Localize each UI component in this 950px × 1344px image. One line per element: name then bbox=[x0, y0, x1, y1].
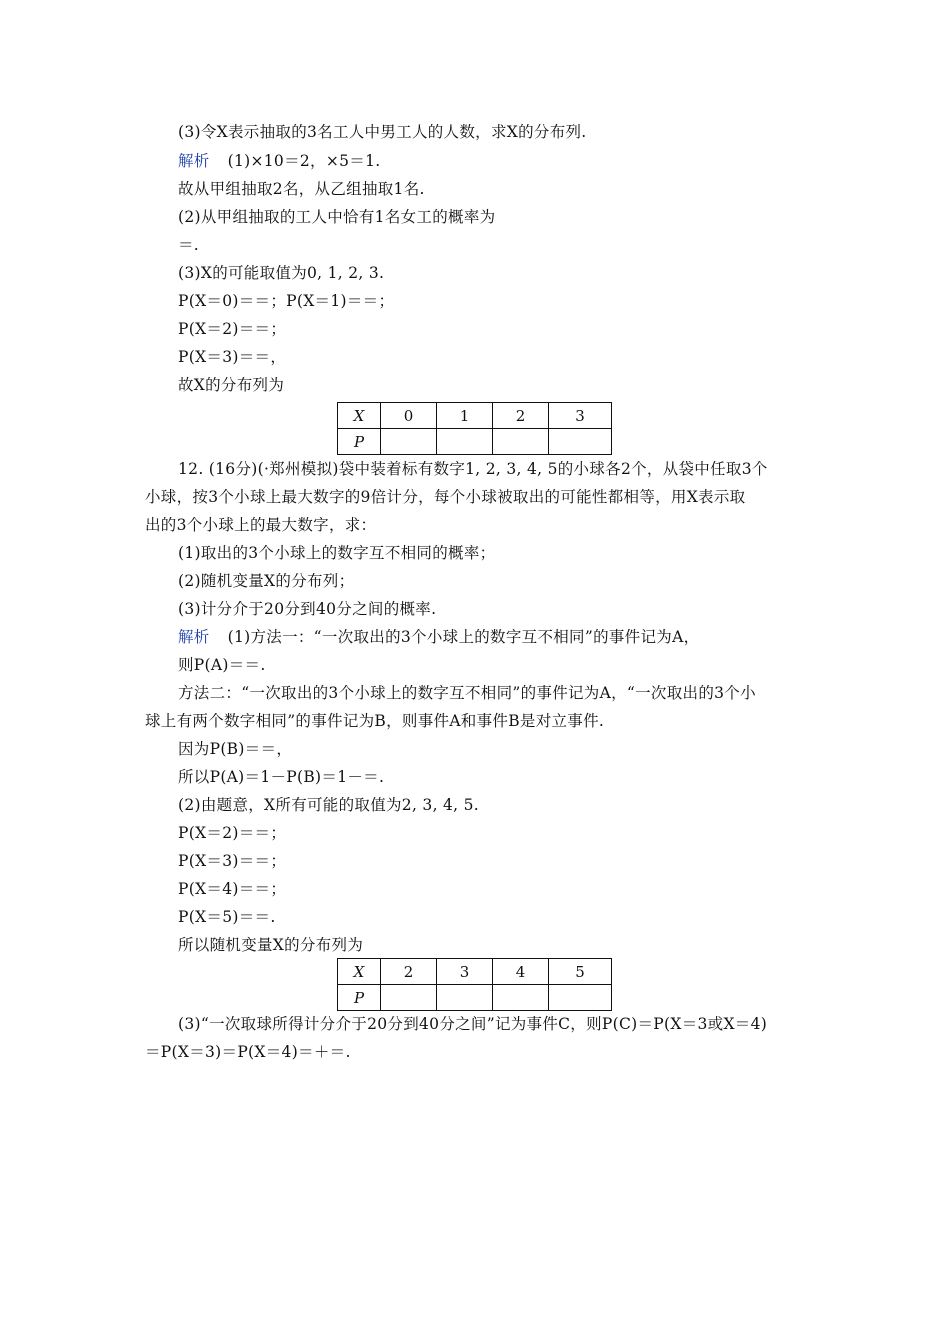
q12-stem-line-3: 出的3个小球上的最大数字，求： bbox=[145, 516, 377, 534]
table-cell: 2 bbox=[381, 959, 437, 985]
q12-part3-question: (3)计分介于20分到40分之间的概率. bbox=[178, 600, 437, 618]
table-cell bbox=[437, 985, 493, 1011]
q12-part1-question: (1)取出的3个小球上的数字互不相同的概率； bbox=[178, 544, 496, 562]
table-row bbox=[338, 403, 612, 429]
table-cell: X bbox=[338, 403, 381, 429]
q12-distribution-table bbox=[337, 958, 612, 1011]
table-cell: 2 bbox=[493, 403, 549, 429]
q12-solution-line-3: 方法二：“一次取出的3个小球上的数字互不相同”的事件记为A，“一次取出的3个小 bbox=[178, 684, 756, 702]
q12-solution-line-2: 则P(A)＝＝. bbox=[178, 656, 266, 674]
q11-solution-line-7: P(X＝2)＝＝； bbox=[178, 320, 287, 338]
q12-solution-line-9: P(X＝3)＝＝； bbox=[178, 852, 287, 870]
q12-solution-line-6: 所以P(A)＝1－P(B)＝1－＝. bbox=[178, 768, 385, 786]
q11-solution-line-2: 故从甲组抽取2名，从乙组抽取1名. bbox=[178, 180, 425, 198]
q12-solution-line-1: 解析 (1)方法一：“一次取出的3个小球上的数字互不相同”的事件记为A， bbox=[178, 628, 700, 646]
table-cell bbox=[437, 429, 493, 455]
table-row bbox=[338, 959, 612, 985]
table-cell bbox=[381, 429, 437, 455]
table-cell: 4 bbox=[493, 959, 549, 985]
solution-label: 解析 bbox=[178, 152, 210, 170]
q11-solution-line-8: P(X＝3)＝＝， bbox=[178, 348, 287, 366]
q11-solution-line-3: (2)从甲组抽取的工人中恰有1名女工的概率为 bbox=[178, 208, 496, 226]
q12-solution-line-4: 球上有两个数字相同”的事件记为B，则事件A和事件B是对立事件. bbox=[145, 712, 605, 730]
q12-part3-solution-line-2: ＝P(X＝3)＝P(X＝4)＝＋＝. bbox=[145, 1043, 351, 1061]
table-cell: P bbox=[338, 985, 381, 1011]
table-row bbox=[338, 985, 612, 1011]
table-cell: 1 bbox=[437, 403, 493, 429]
q12-part3-solution-line-1: (3)“一次取球所得计分介于20分到40分之间”记为事件C，则P(C)＝P(X＝3或X＝4) bbox=[178, 1015, 768, 1033]
q11-distribution-table bbox=[337, 402, 612, 455]
table-row bbox=[338, 429, 612, 455]
table-cell bbox=[493, 429, 549, 455]
table-cell bbox=[549, 429, 612, 455]
q11-solution-line-5: (3)X的可能取值为0, 1, 2, 3. bbox=[178, 264, 385, 282]
q11-solution-line-9: 故X的分布列为 bbox=[178, 376, 285, 394]
q11-part3-question: (3)令X表示抽取的3名工人中男工人的人数，求X的分布列. bbox=[178, 123, 587, 141]
q12-stem-line-2: 小球，按3个小球上最大数字的9倍计分，每个小球被取出的可能性都相等，用X表示取 bbox=[145, 488, 746, 506]
table-cell bbox=[493, 985, 549, 1011]
q12-part2-question: (2)随机变量X的分布列； bbox=[178, 572, 355, 590]
table-cell: 3 bbox=[437, 959, 493, 985]
table-cell: 0 bbox=[381, 403, 437, 429]
q12-solution-line-8: P(X＝2)＝＝； bbox=[178, 824, 287, 842]
q11-solution-line-4: ＝. bbox=[178, 236, 200, 254]
q11-solution-line-6: P(X＝0)＝＝；P(X＝1)＝＝； bbox=[178, 292, 395, 310]
q11-solution-line-1: 解析 (1)×10＝2，×5＝1. bbox=[178, 152, 381, 170]
q12-solution-line-7: (2)由题意，X所有可能的取值为2, 3, 4, 5. bbox=[178, 796, 480, 814]
table-cell: 5 bbox=[549, 959, 612, 985]
q12-stem-line-1: 12. (16分)(·郑州模拟)袋中装着标有数字1, 2, 3, 4, 5的小球各2个，从袋中任取3个 bbox=[178, 460, 768, 478]
table-cell bbox=[381, 985, 437, 1011]
q12-solution-line-12: 所以随机变量X的分布列为 bbox=[178, 936, 364, 954]
q12-solution-line-11: P(X＝5)＝＝. bbox=[178, 908, 276, 926]
solution-label: 解析 bbox=[178, 628, 210, 646]
q12-solution-line-10: P(X＝4)＝＝； bbox=[178, 880, 287, 898]
q12-solution-line-5: 因为P(B)＝＝， bbox=[178, 740, 293, 758]
table-cell: X bbox=[338, 959, 381, 985]
table-cell bbox=[549, 985, 612, 1011]
table-cell: 3 bbox=[549, 403, 612, 429]
table-cell: P bbox=[338, 429, 381, 455]
